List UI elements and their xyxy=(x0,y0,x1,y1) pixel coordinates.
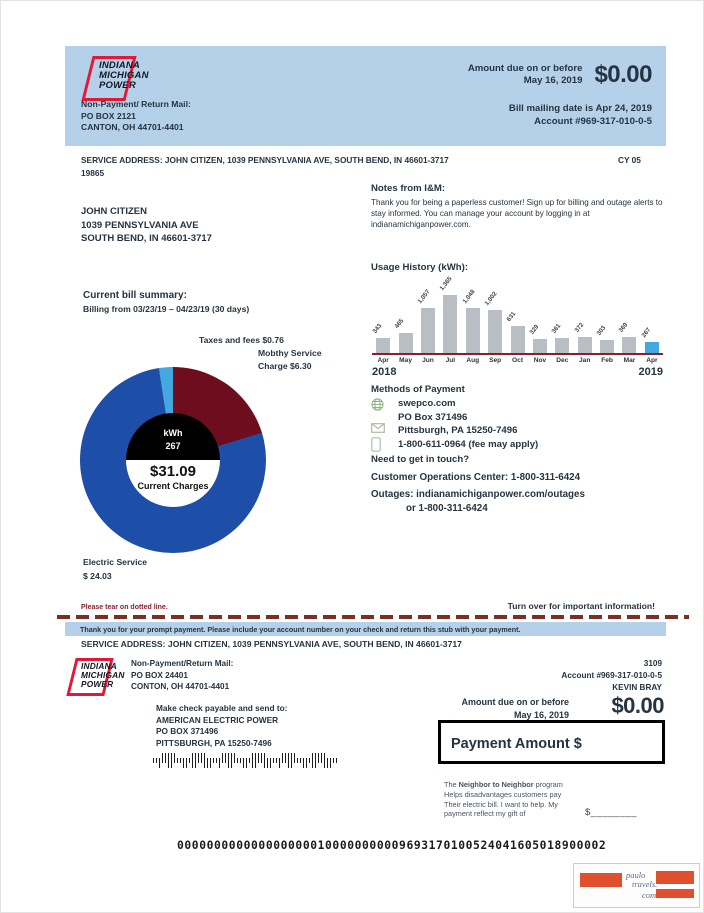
neighbor-post: program xyxy=(533,780,563,789)
usage-year-right: 2019 xyxy=(638,366,663,378)
envelope-icon xyxy=(371,423,385,433)
neighbor-pre: The xyxy=(444,780,459,789)
stub-amount-due-label xyxy=(462,696,570,721)
customer-street: 1039 PENNSYLVANIA AVE xyxy=(81,219,199,231)
customer-name: JOHN CITIZEN xyxy=(81,206,147,217)
stub-amount-due-date: May 16, 2019 xyxy=(513,709,569,720)
notes-body: Thank you for being a paperless customer! Sign up for billing and outage alerts to stay informed. You can manage your account by logging in at indianamichiganpower.com. xyxy=(371,198,663,229)
usage-bar xyxy=(439,277,461,353)
postal-barcode xyxy=(153,753,338,768)
customer-city: SOUTH BEND, IN 46601-3717 xyxy=(81,233,212,244)
monthly-charge-callout xyxy=(258,347,322,372)
check-payable-block xyxy=(156,703,287,749)
usage-months xyxy=(372,357,663,364)
usage-bar xyxy=(484,277,506,353)
check-payable-city: PITTSBURGH, PA 15250-7496 xyxy=(156,737,272,748)
usage-bar-value: 329 xyxy=(528,323,541,336)
usage-bar-value: 631 xyxy=(505,310,518,323)
usage-bar-value: 303 xyxy=(595,324,608,337)
usage-year-left: 2018 xyxy=(372,366,397,378)
stub-account-block xyxy=(561,658,662,694)
stub-doc-number: 3109 xyxy=(643,659,662,668)
prompt-payment-note: Thank you for your prompt payment. Please include your account number on your check and return this stub with your payment. xyxy=(65,622,666,636)
electric-service-label: Electric Service xyxy=(83,557,148,567)
donut-center xyxy=(126,413,220,507)
usage-month-label: Jul xyxy=(445,357,456,364)
neighbor-line3: Their electric bill. I want to help. My xyxy=(444,799,558,809)
usage-bar xyxy=(551,277,573,353)
watermark-line3: com xyxy=(642,890,657,900)
electric-service-value: $ 24.03 xyxy=(83,570,112,581)
usage-month-label: Jan xyxy=(579,357,591,364)
mailing-info xyxy=(509,102,652,128)
service-code: 19865 xyxy=(81,168,105,178)
donut-total: $31.09 xyxy=(150,463,196,480)
stub-amount-due-label-line1: Amount due on or before xyxy=(461,697,569,707)
usage-bar xyxy=(529,277,551,353)
usage-month-label: Aug xyxy=(466,357,480,364)
monthly-charge-line2: Charge $6.30 xyxy=(258,360,312,371)
donut-kwh-value: 267 xyxy=(165,441,181,451)
usage-bar-rect xyxy=(443,295,457,353)
stub-return-mail-city: CONTON, OH 44701-4401 xyxy=(131,682,230,691)
neighbor-program-name: Neighbor to Neighbor xyxy=(458,780,534,789)
usage-bar-value: 465 xyxy=(393,317,406,330)
usage-bar-rect xyxy=(600,340,614,353)
electric-service-callout xyxy=(83,556,147,583)
stub-logo-line-3: POWER xyxy=(81,678,114,689)
usage-month-label: May xyxy=(399,357,412,364)
globe-icon xyxy=(371,398,384,411)
bill-mailing-date: Bill mailing date is Apr 24, 2019 xyxy=(508,103,652,114)
watermark-bar-right-top xyxy=(656,871,694,884)
usage-bar-value: 1,048 xyxy=(461,288,477,305)
return-mail-po: PO BOX 2121 xyxy=(81,110,136,121)
usage-bar-value: 343 xyxy=(371,322,384,335)
watermark-bar-right-bottom xyxy=(656,889,694,898)
taxes-callout: Taxes and fees $0.76 xyxy=(199,335,284,345)
usage-month-label: Feb xyxy=(601,357,613,364)
usage-month-label: Apr xyxy=(377,357,389,364)
usage-bar xyxy=(394,277,416,353)
outages-line1: Outages: indianamichiganpower.com/outages xyxy=(371,489,585,500)
payment-phone: 1-800-611-0964 (fee may apply) xyxy=(398,438,539,450)
check-payable-title: Make check payable and send to: xyxy=(156,703,288,713)
usage-bar-rect xyxy=(578,337,592,353)
payment-methods-lines xyxy=(398,397,663,451)
usage-bar xyxy=(372,277,394,353)
neighbor-program-note xyxy=(444,780,596,819)
amount-due-label xyxy=(468,63,583,87)
donut-total-label: Current Charges xyxy=(137,481,209,491)
company-logo xyxy=(83,55,175,103)
amount-due-date: May 16, 2019 xyxy=(523,75,583,86)
outages-line2: or 1-800-311-6424 xyxy=(406,503,488,514)
usage-axis-line xyxy=(372,353,663,355)
payment-methods-list xyxy=(371,397,663,451)
usage-month-label: Oct xyxy=(512,357,524,364)
watermark-bar-left xyxy=(580,873,622,887)
stub-logo-line-2: MICHIGAN xyxy=(81,669,125,680)
bill-summary-title: Current bill summary: xyxy=(83,290,187,301)
usage-month-label: Mar xyxy=(623,357,636,364)
stub-return-mail-title: Non-Payment/Return Mail: xyxy=(131,659,234,668)
usage-month-label: Apr xyxy=(646,357,658,364)
logo-line-3: POWER xyxy=(99,80,136,91)
service-address: SERVICE ADDRESS: JOHN CITIZEN, 1039 PENNSYLVANIA AVE, SOUTH BEND, IN 46601-3717 xyxy=(81,155,449,165)
neighbor-line2: Helps disadvantages customers pay xyxy=(444,789,562,799)
usage-bar-value: 1,365 xyxy=(438,275,454,292)
usage-bar-rect xyxy=(511,326,525,353)
usage-history-chart xyxy=(372,277,663,377)
billing-period: Billing from 03/23/19 – 04/23/19 (30 days) xyxy=(83,304,250,314)
payment-methods-title: Methods of Payment xyxy=(371,384,465,395)
stub-account-number: Account #969-317-010-0-5 xyxy=(561,671,662,680)
usage-month-label: Jun xyxy=(422,357,434,364)
logo-line-1: INDIANA xyxy=(99,60,140,71)
notes-title: Notes from I&M: xyxy=(371,183,446,194)
usage-bar-rect xyxy=(466,308,480,353)
usage-bar xyxy=(596,277,618,353)
usage-month-label: Sep xyxy=(489,357,502,364)
payment-po-box: PO Box 371496 xyxy=(398,411,468,423)
usage-bar-value: 361 xyxy=(550,322,563,335)
usage-bar-value: 1,002 xyxy=(483,290,499,307)
usage-bar xyxy=(506,277,528,353)
watermark xyxy=(573,863,700,908)
monthly-charge-line1: Mobthy Service xyxy=(258,348,322,358)
payment-website: swepco.com xyxy=(398,398,456,409)
gift-amount-blank: $________ xyxy=(585,807,638,818)
watermark-line1: paulo xyxy=(626,870,646,880)
return-mail-city: CANTON, OH 44701-4401 xyxy=(81,122,184,132)
usage-month-label: Dec xyxy=(556,357,569,364)
payment-amount-box xyxy=(438,720,665,764)
tear-dashed-line xyxy=(57,615,689,619)
usage-bar xyxy=(618,277,640,353)
amount-due-block xyxy=(468,61,652,89)
amount-due-value: $0.00 xyxy=(594,61,652,88)
cycle-code: CY 05 xyxy=(618,155,641,165)
usage-bar xyxy=(641,277,663,353)
stub-amount-due-value: $0.00 xyxy=(611,693,664,718)
usage-bar xyxy=(462,277,484,353)
turn-over-note: Turn over for important information! xyxy=(507,601,655,611)
usage-bar-value: 1,057 xyxy=(416,288,432,305)
usage-bar-rect xyxy=(488,310,502,353)
check-payable-po: PO BOX 371496 xyxy=(156,726,219,737)
usage-bar-rect xyxy=(555,338,569,353)
donut-kwh-label: kWh xyxy=(163,428,183,438)
usage-bar-rect xyxy=(399,333,413,353)
logo-text xyxy=(99,61,149,91)
usage-bar-value: 267 xyxy=(640,326,653,339)
payment-city: Pittsburgh, PA 15250-7496 xyxy=(398,425,518,437)
return-mail-title: Non-Payment/ Return Mail: xyxy=(81,99,191,109)
stub-logo-text xyxy=(81,662,125,688)
customer-address xyxy=(81,205,212,246)
stub-logo-line-1: INDIANA xyxy=(81,661,117,671)
neighbor-line1 xyxy=(444,780,596,790)
return-mail-block xyxy=(81,99,191,134)
payment-amount-label: Payment Amount $ xyxy=(451,736,582,752)
usage-bar-rect xyxy=(421,308,435,353)
usage-month-label: Nov xyxy=(533,357,547,364)
charges-donut-chart xyxy=(80,367,266,553)
amount-due-label-line1: Amount due on or before xyxy=(467,63,583,74)
tear-instruction: Please tear on dotted line. xyxy=(81,604,168,611)
usage-bar-rect xyxy=(645,342,659,353)
usage-bar-rect xyxy=(376,338,390,353)
stub-return-mail-po: PO BOX 24401 xyxy=(131,670,188,680)
ocr-scan-line: 0000000000000000000100000000009693170100524041605018900002 xyxy=(177,839,607,852)
phone-icon xyxy=(371,437,381,452)
get-in-touch-title: Need to get in touch? xyxy=(371,454,470,465)
watermark-line2: travels. xyxy=(632,879,658,889)
usage-history-title: Usage History (kWh): xyxy=(371,262,469,273)
usage-bar xyxy=(574,277,596,353)
usage-bar-value: 369 xyxy=(617,321,630,334)
usage-bar xyxy=(417,277,439,353)
neighbor-line4: payment reflect my gift of xyxy=(444,809,526,819)
customer-operations: Customer Operations Center: 1-800-311-6424 xyxy=(371,472,581,483)
check-payable-name: AMERICAN ELECTRIC POWER xyxy=(156,714,279,725)
usage-bar-rect xyxy=(622,337,636,353)
account-number: Account #969-317-010-0-5 xyxy=(534,116,652,127)
logo-line-2: MICHIGAN xyxy=(99,70,149,81)
usage-bar-value: 372 xyxy=(572,321,585,334)
usage-bar-rect xyxy=(533,339,547,353)
usage-bars xyxy=(372,277,663,353)
header xyxy=(65,46,666,146)
stub-customer-name: KEVIN BRAY xyxy=(612,683,662,692)
stub-return-mail xyxy=(131,658,233,693)
stub-service-address: SERVICE ADDRESS: JOHN CITIZEN, 1039 PENNSYLVANIA AVE, SOUTH BEND, IN 46601-3717 xyxy=(81,639,462,649)
